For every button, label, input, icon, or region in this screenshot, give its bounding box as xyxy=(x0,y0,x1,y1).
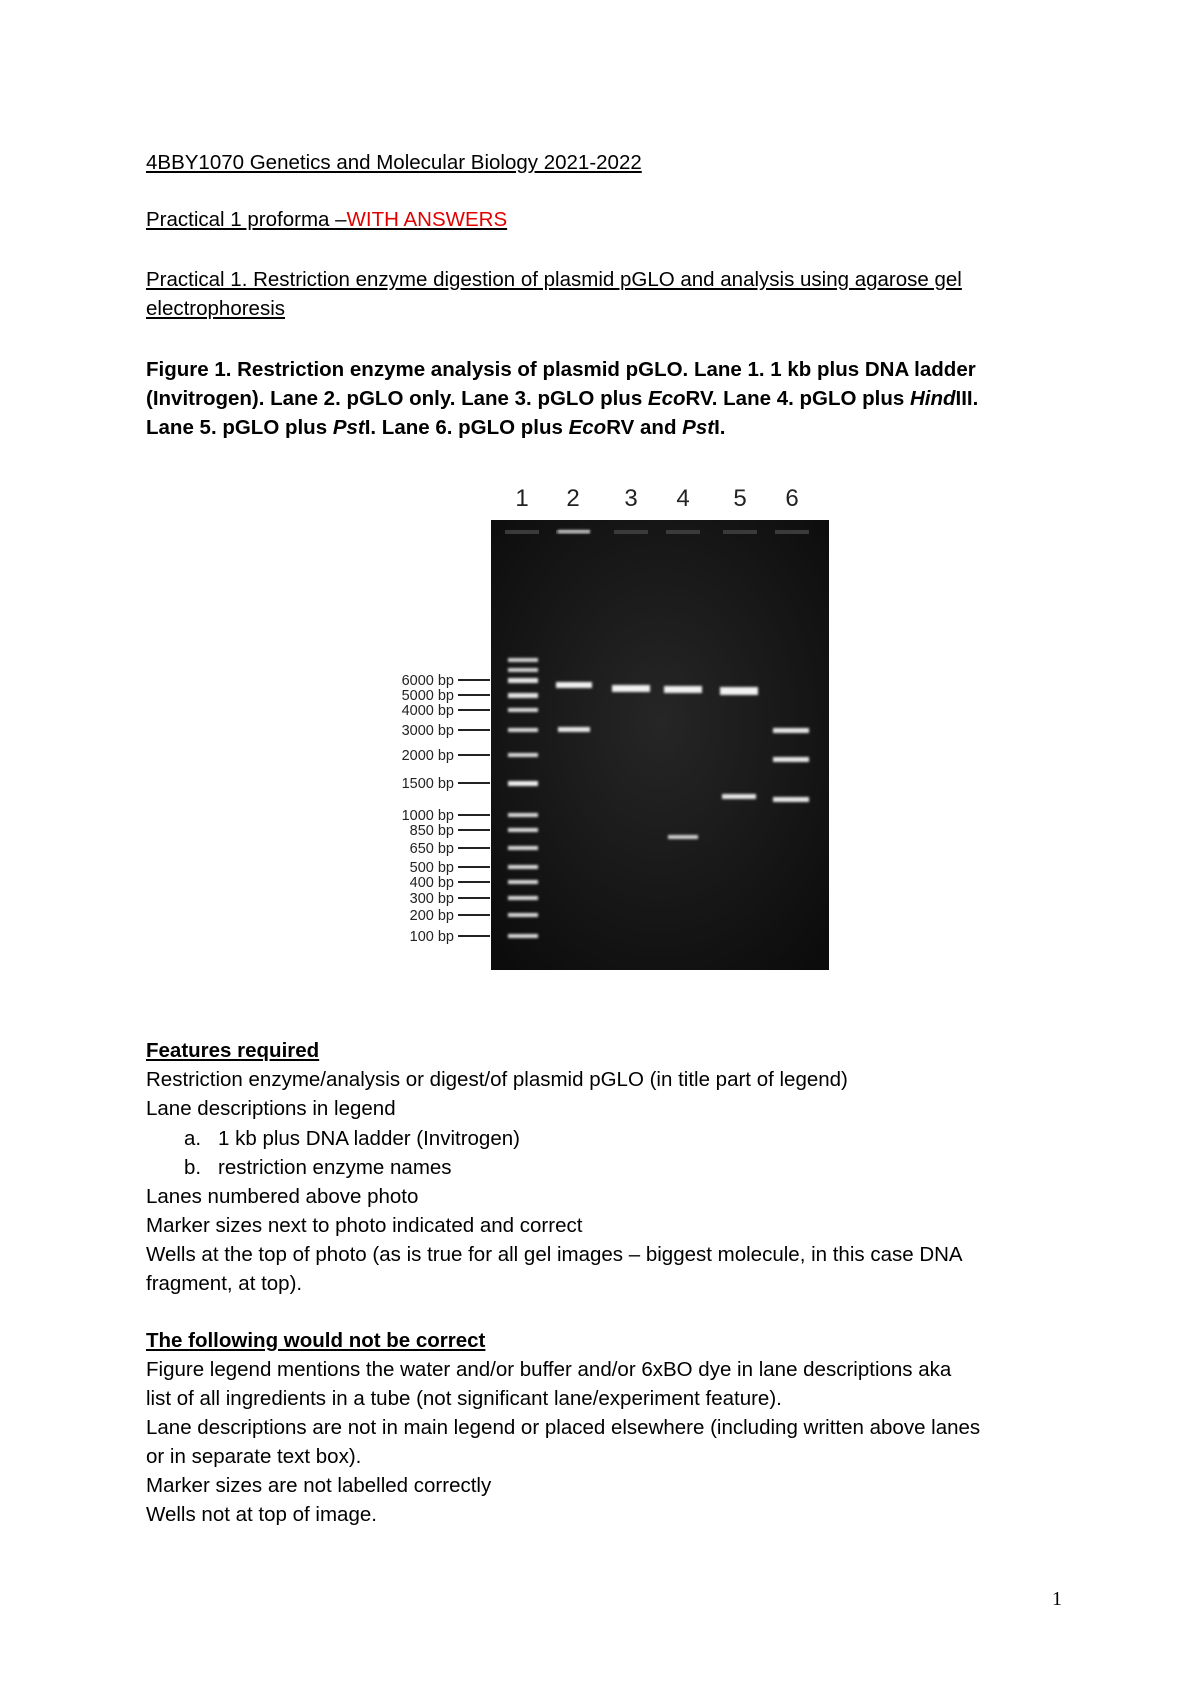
marker-label-100: 100 bp xyxy=(409,929,454,945)
practical-title-line-1: Practical 1. Restriction enzyme digestion of plasmid pGLO and analysis using agarose gel xyxy=(146,268,962,291)
marker-label-1000: 1000 bp xyxy=(401,808,454,824)
not-correct-item: Marker sizes are not labelled correctly xyxy=(146,1474,492,1497)
subitem-text: 1 kb plus DNA ladder (Invitrogen) xyxy=(218,1127,520,1150)
enzyme-name-italic: Eco xyxy=(647,387,686,410)
gel-band xyxy=(508,708,538,712)
proforma-title xyxy=(146,205,507,234)
gel-image xyxy=(380,478,850,974)
marker-label-500: 500 bp xyxy=(409,860,454,876)
gel-well xyxy=(614,530,648,534)
gel-band xyxy=(508,846,538,850)
gel-band xyxy=(722,794,756,799)
legend-text: III. xyxy=(955,387,979,410)
gel-band xyxy=(773,757,809,762)
proforma-prefix: Practical 1 proforma – xyxy=(146,208,347,231)
gel-band xyxy=(508,781,538,786)
gel-band xyxy=(508,658,538,662)
lane-number-2: 2 xyxy=(566,485,580,512)
gel-band xyxy=(773,728,809,733)
enzyme-name-italic: Pst xyxy=(332,416,365,439)
features-subitem-b xyxy=(184,1153,452,1182)
legend-text: RV and xyxy=(606,416,683,439)
marker-label-400: 400 bp xyxy=(409,875,454,891)
gel-well xyxy=(666,530,700,534)
legend-text: RV. Lane 4. pGLO plus xyxy=(685,387,910,410)
page-number: 1 xyxy=(1052,1588,1062,1610)
gel-well xyxy=(723,530,757,534)
gel-band xyxy=(556,682,592,688)
legend-text: Lane 5. pGLO plus xyxy=(146,416,333,439)
not-correct-heading: The following would not be correct xyxy=(146,1329,486,1352)
gel-band xyxy=(773,797,809,802)
lane-number-5: 5 xyxy=(733,485,747,512)
gel-band xyxy=(508,880,538,884)
marker-label-1500: 1500 bp xyxy=(401,776,454,792)
legend-text: I. xyxy=(714,416,726,439)
subitem-label: a. xyxy=(184,1127,202,1150)
marker-label-5000: 5000 bp xyxy=(401,688,454,704)
gel-band xyxy=(558,530,590,533)
marker-label-3000: 3000 bp xyxy=(401,723,454,739)
gel-band xyxy=(508,693,538,698)
gel-band xyxy=(508,753,538,757)
marker-label-200: 200 bp xyxy=(409,908,454,924)
marker-ticks xyxy=(458,680,490,936)
marker-label-850: 850 bp xyxy=(409,823,454,839)
marker-label-650: 650 bp xyxy=(409,841,454,857)
gel-figure xyxy=(380,478,850,974)
gel-well xyxy=(775,530,809,534)
gel-band xyxy=(508,828,538,832)
figure-legend-line-2 xyxy=(146,384,978,413)
gel-band xyxy=(508,813,538,817)
features-item: Marker sizes next to photo indicated and correct xyxy=(146,1214,583,1237)
marker-label-6000: 6000 bp xyxy=(401,673,454,689)
gel-band xyxy=(508,896,538,900)
features-item: Restriction enzyme/analysis or digest/of plasmid pGLO (in title part of legend) xyxy=(146,1068,848,1091)
features-subitem-a xyxy=(184,1124,520,1153)
features-item: Wells at the top of photo (as is true for all gel images – biggest molecule, in this case DNA xyxy=(146,1243,963,1266)
gel-band xyxy=(558,727,590,732)
lane-number-1: 1 xyxy=(515,485,529,512)
course-title: 4BBY1070 Genetics and Molecular Biology 2021-2022 xyxy=(146,151,642,174)
gel-band xyxy=(508,913,538,917)
legend-text: (Invitrogen). Lane 2. pGLO only. Lane 3. pGLO plus xyxy=(146,387,648,410)
marker-label-2000: 2000 bp xyxy=(401,748,454,764)
practical-title-line-2: electrophoresis xyxy=(146,297,286,320)
features-heading: Features required xyxy=(146,1039,320,1062)
marker-labels xyxy=(402,673,454,945)
gel-band xyxy=(668,835,698,839)
enzyme-name-italic: Eco xyxy=(568,416,607,439)
features-item: fragment, at top). xyxy=(146,1272,303,1295)
enzyme-name-italic: Pst xyxy=(682,416,715,439)
enzyme-name-italic: Hind xyxy=(909,387,956,410)
features-item: Lanes numbered above photo xyxy=(146,1185,419,1208)
not-correct-item: or in separate text box). xyxy=(146,1445,362,1468)
lane-number-3: 3 xyxy=(624,485,638,512)
gel-band xyxy=(508,678,538,683)
gel-band xyxy=(508,934,538,938)
figure-legend-line-3 xyxy=(146,413,725,442)
marker-label-300: 300 bp xyxy=(409,891,454,907)
legend-text: I. Lane 6. pGLO plus xyxy=(364,416,569,439)
gel-background xyxy=(491,520,829,970)
gel-band xyxy=(508,865,538,869)
figure-legend-line-1: Figure 1. Restriction enzyme analysis of plasmid pGLO. Lane 1. 1 kb plus DNA ladder xyxy=(146,358,976,381)
gel-band xyxy=(612,685,650,692)
lane-number-4: 4 xyxy=(676,485,690,512)
not-correct-item: Lane descriptions are not in main legend or placed elsewhere (including written above lanes xyxy=(146,1416,981,1439)
not-correct-item: Figure legend mentions the water and/or buffer and/or 6xBO dye in lane descriptions aka xyxy=(146,1358,952,1381)
lane-number-6: 6 xyxy=(785,485,799,512)
gel-band xyxy=(508,728,538,732)
gel-band xyxy=(664,686,702,693)
marker-label-4000: 4000 bp xyxy=(401,703,454,719)
features-item: Lane descriptions in legend xyxy=(146,1097,396,1120)
lane-number-row xyxy=(515,485,798,512)
subitem-text: restriction enzyme names xyxy=(218,1156,452,1179)
gel-band xyxy=(508,668,538,672)
gel-well xyxy=(505,530,539,534)
subitem-label: b. xyxy=(184,1156,202,1179)
answers-highlight: WITH ANSWERS xyxy=(346,208,508,231)
not-correct-item: Wells not at top of image. xyxy=(146,1503,377,1526)
gel-band xyxy=(720,687,758,695)
not-correct-item: list of all ingredients in a tube (not significant lane/experiment feature). xyxy=(146,1387,782,1410)
